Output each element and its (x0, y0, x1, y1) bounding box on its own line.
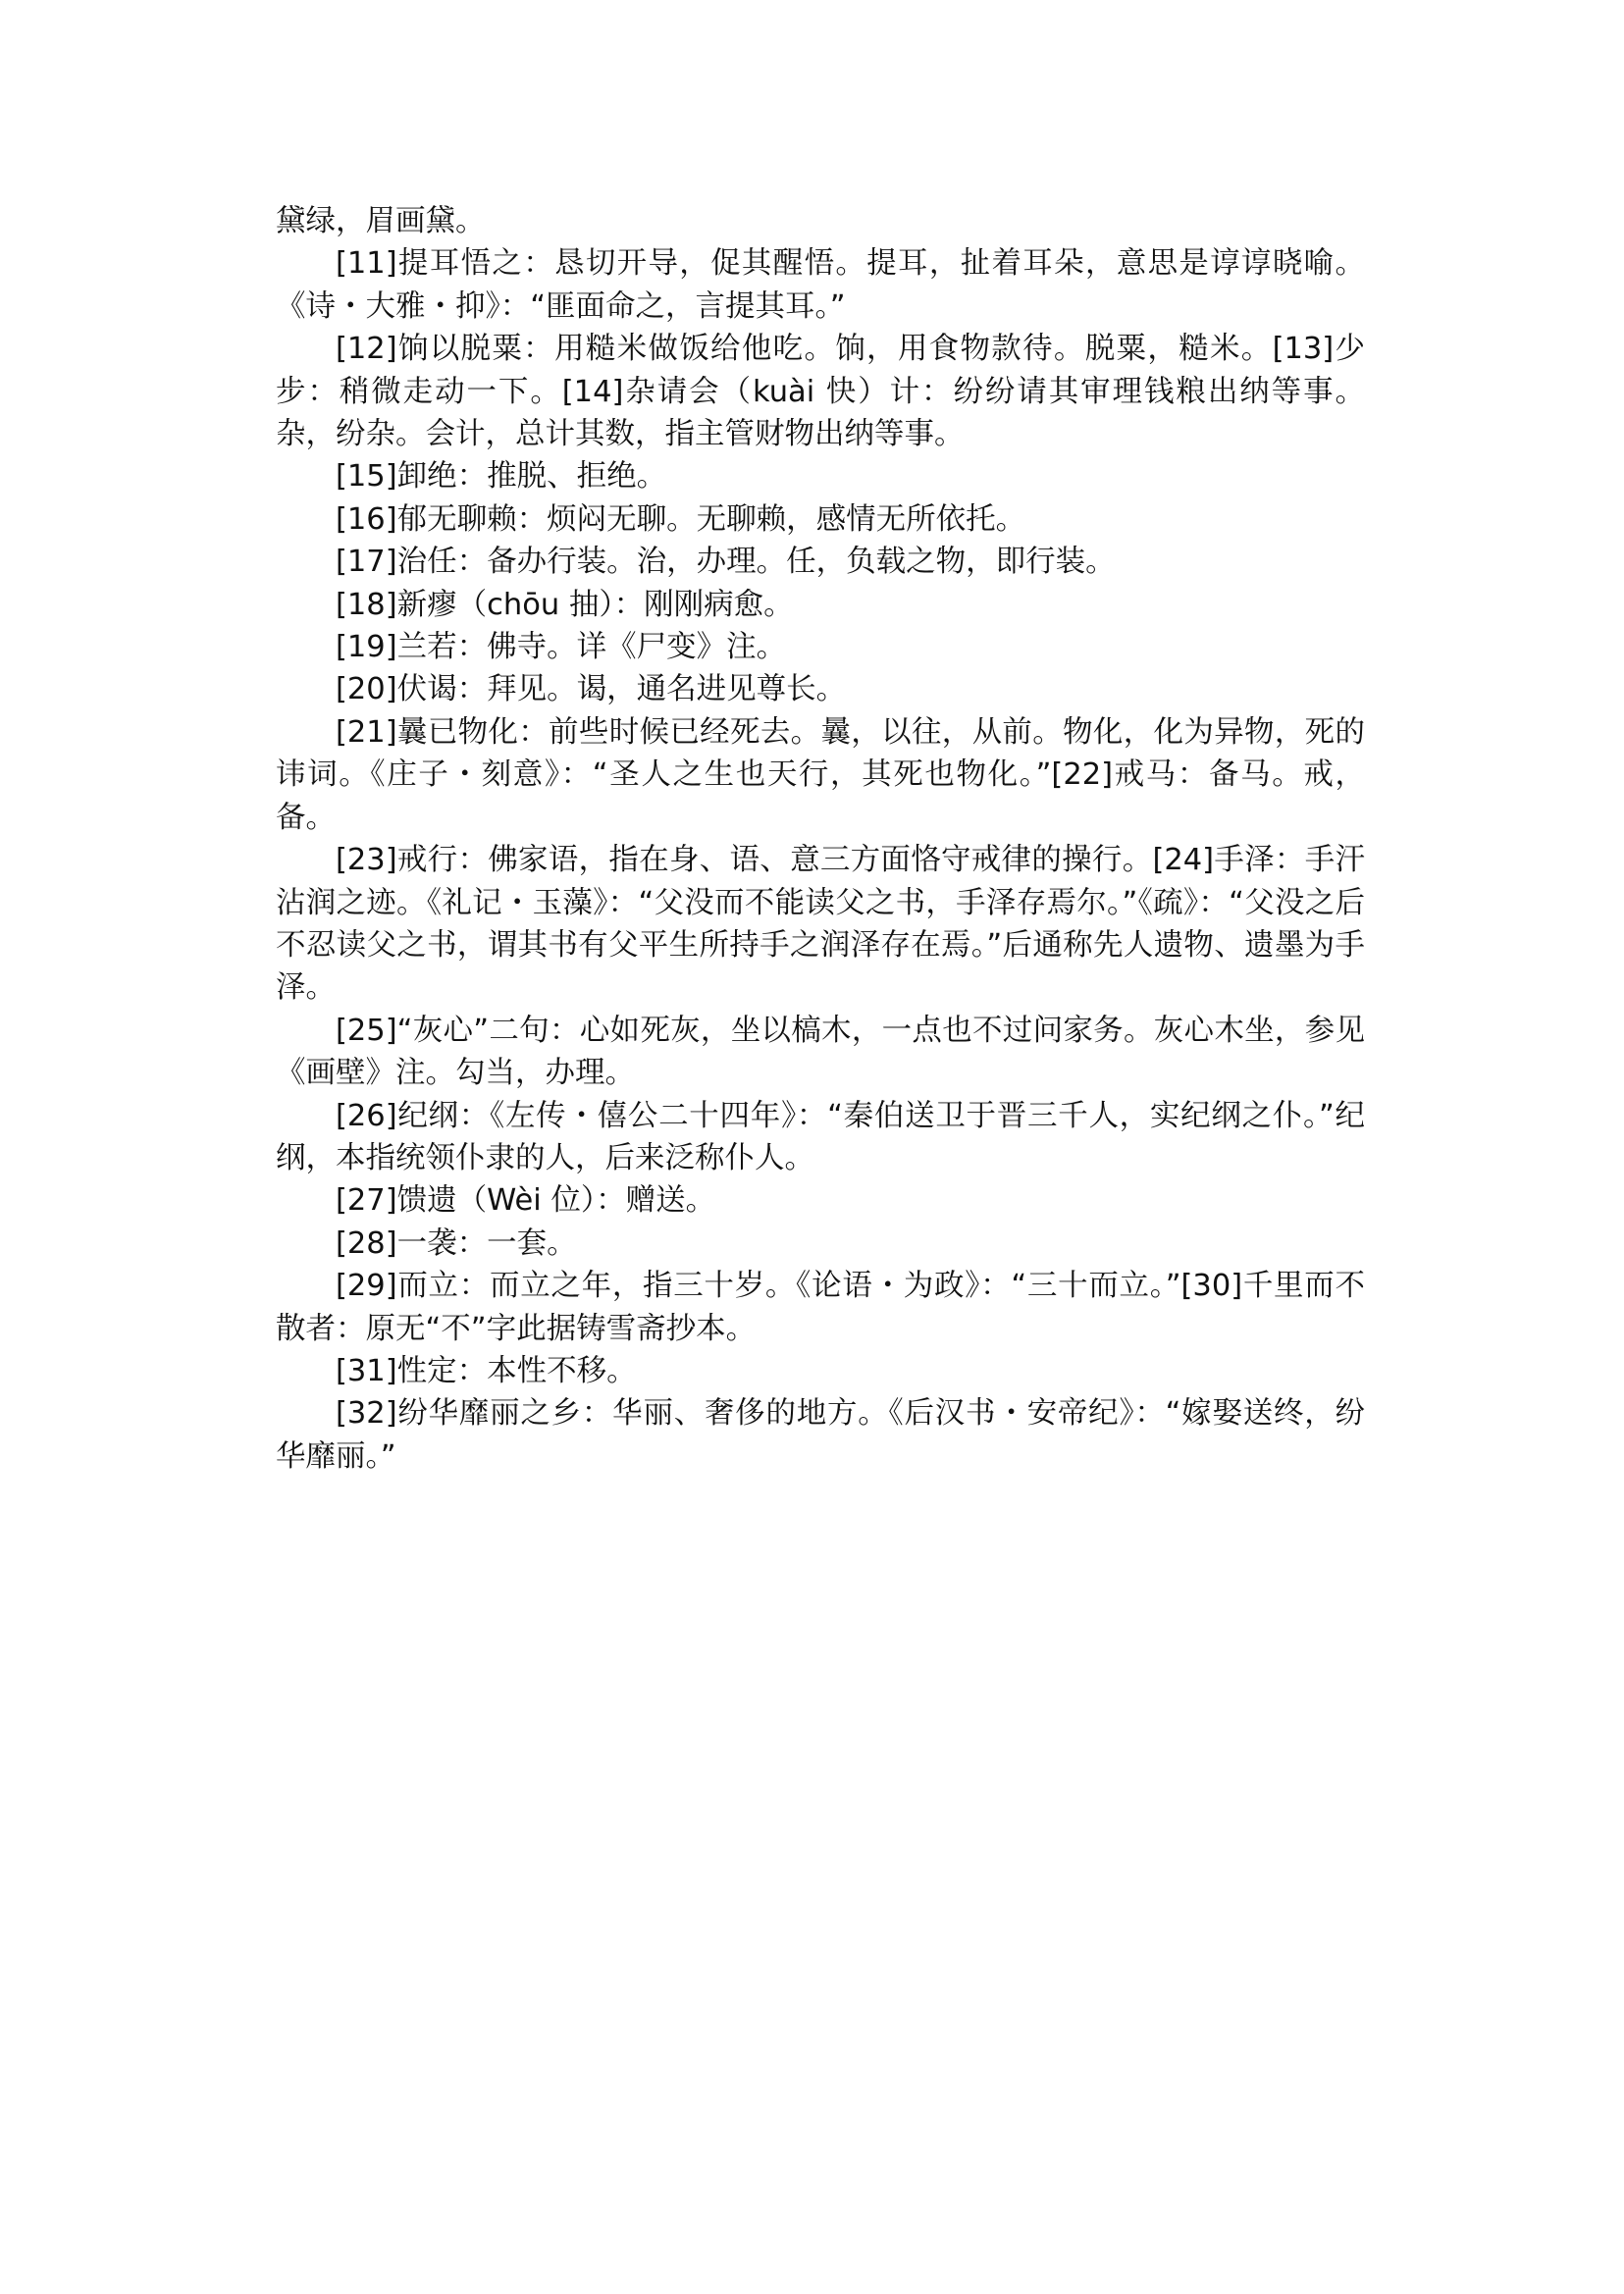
note-paragraph: [15]卸绝：推脱、拒绝。 (336, 459, 667, 495)
note-paragraph: [27]馈遗（Wèi 位）：赠送。 (336, 1183, 716, 1219)
note-paragraph: [12]饷以脱粟：用糙米做饭给他吃。饷，用食物款待。脱粟，糙米。[13]少步：稍微走动一下。[14]杂请会（kuài 快）计：纷纷请其审理钱粮出纳等事。杂，纷杂。会计，总计其数，指主管财物出纳等事。 (276, 332, 1365, 452)
note-paragraph: [29]而立：而立之年，指三十岁。《论语・为政》：“三十而立。”[30]千里而不散者：原无“不”字此据铸雪斋抄本。 (276, 1269, 1365, 1346)
note-paragraph: [31]性定：本性不移。 (336, 1353, 637, 1388)
note-paragraph: [20]伏谒：拜见。谒，通名进见尊长。 (336, 672, 847, 707)
note-paragraph: [28]一袭：一套。 (336, 1225, 577, 1261)
note-paragraph: [11]提耳悟之：恳切开导，促其醒悟。提耳，扯着耳朵，意思是谆谆晓喻。《诗・大雅・抑》：“匪面命之，言提其耳。” (276, 246, 1365, 324)
note-paragraph: [25]“灰心”二句：心如死灰，坐以槁木，一点也不过问家务。灰心木坐，参见《画壁》注。勾当，办理。 (276, 1013, 1365, 1091)
note-paragraph: [16]郁无聊赖：烦闷无聊。无聊赖，感情无所依托。 (336, 501, 1026, 537)
note-paragraph: 黛绿，眉画黛。 (276, 204, 486, 238)
note-paragraph: [21]曩已物化：前些时候已经死去。曩，以往，从前。物化，化为异物，死的讳词。《庄子・刻意》：“圣人之生也天行，其死也物化。”[22]戒马：备马。戒，备。 (276, 714, 1365, 835)
note-paragraph: [23]戒行：佛家语，指在身、语、意三方面恪守戒律的操行。[24]手泽：手汗沾润之迹。《礼记・玉藻》：“父没而不能读父之书，手泽存焉尔。”《疏》：“父没之后不忍读父之书，谓其书有父平生所持手之润泽存在焉。”后通称先人遗物、遗墨为手泽。 (276, 843, 1365, 1006)
note-paragraph: [19]兰若：佛寺。详《尸变》注。 (336, 630, 787, 665)
note-paragraph: [26]纪纲：《左传・僖公二十四年》：“秦伯送卫于晋三千人，实纪纲之仆。”纪纲，本指统领仆隶的人，后来泛称仆人。 (276, 1098, 1365, 1175)
note-paragraph: [32]纷华靡丽之乡：华丽、奢侈的地方。《后汉书・安帝纪》：“嫁娶送终，纷华靡丽。” (276, 1396, 1365, 1474)
note-paragraph: [17]治任：备办行装。治，办理。任，负载之物，即行装。 (336, 545, 1116, 580)
note-paragraph: [18]新瘳（chōu 抽）：刚刚病愈。 (336, 587, 794, 622)
annotation-notes (276, 200, 1365, 1478)
